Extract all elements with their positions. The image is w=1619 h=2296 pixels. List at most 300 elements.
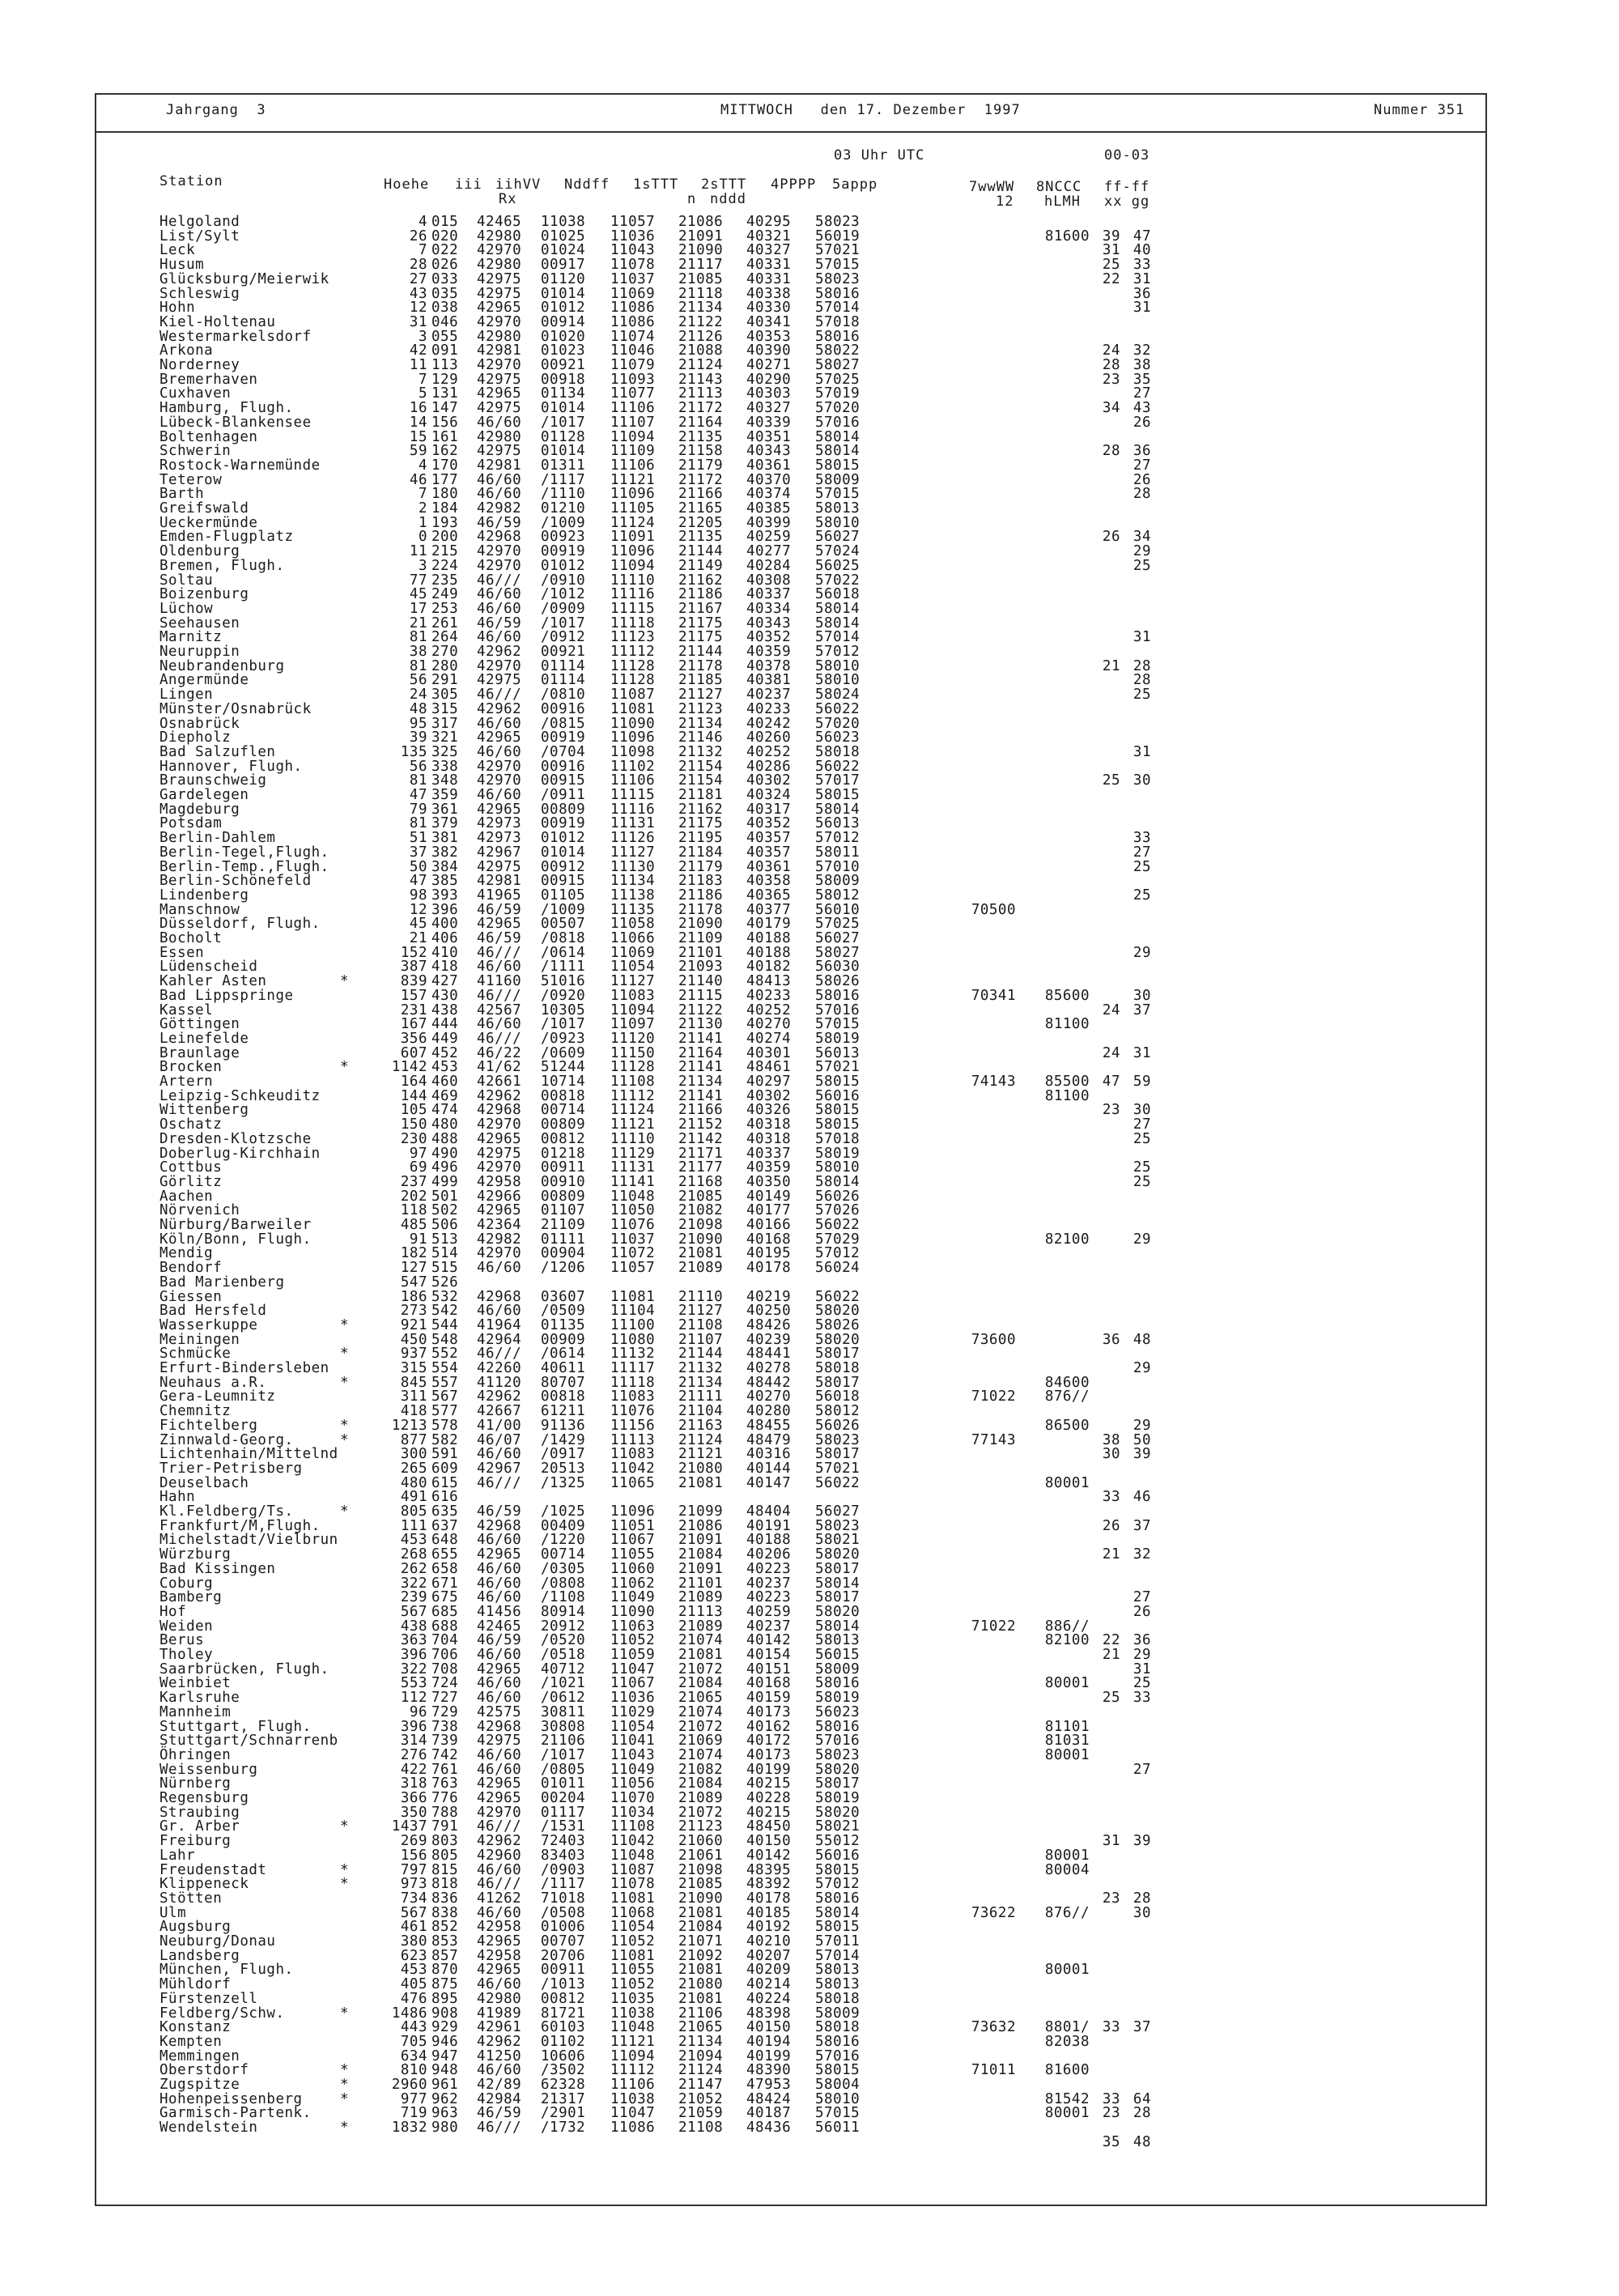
cell-p5: 56018 xyxy=(815,1388,860,1405)
cell-nddff: 01024 xyxy=(541,242,586,259)
cell-station: Münster/Osnabrück xyxy=(159,700,312,717)
cell-ff2: 39 xyxy=(1132,1446,1151,1463)
cell-station: Feldberg/Schw. xyxy=(159,2005,285,2022)
cell-p5: 58015 xyxy=(815,1861,860,1878)
cell-nddff: /0815 xyxy=(541,715,586,732)
cell-hoehe: 461 xyxy=(400,1919,427,1936)
cell-ff2: 26 xyxy=(1132,1603,1151,1620)
cell-nddff: /1111 xyxy=(541,959,586,976)
cell-t1: 11068 xyxy=(610,1904,656,1921)
cell-nddff: 20513 xyxy=(541,1460,586,1477)
cell-hoehe: 112 xyxy=(400,1690,427,1707)
cell-p4: 40370 xyxy=(746,471,792,488)
cell-marker: * xyxy=(340,1346,350,1363)
cell-p4: 48441 xyxy=(746,1346,792,1363)
cell-ihvv: 42965 xyxy=(477,1130,522,1147)
cell-station: Oschatz xyxy=(159,1116,223,1133)
cell-t2: 21099 xyxy=(678,1503,724,1520)
cell-ff1: 35 xyxy=(1102,2133,1120,2150)
cell-p4: 40233 xyxy=(746,700,792,717)
cell-nddff: 00923 xyxy=(541,529,586,546)
cell-t1: 11078 xyxy=(610,257,656,274)
cell-ncc: 81600 xyxy=(1044,2062,1090,2079)
cell-nddff: 21109 xyxy=(541,1217,586,1233)
cell-station: Oberstdorf xyxy=(159,2062,249,2079)
cell-nddff: /0509 xyxy=(541,1303,586,1320)
cell-ihvv: 42958 xyxy=(477,1173,522,1190)
cell-nddff: /0609 xyxy=(541,1044,586,1061)
cell-ff2: 27 xyxy=(1132,385,1151,402)
cell-ihvv: 42970 xyxy=(477,1116,522,1133)
cell-station: Mannheim xyxy=(159,1703,232,1720)
cell-nddff: 00919 xyxy=(541,729,586,746)
cell-p5: 57012 xyxy=(815,1245,860,1262)
cell-iii: 805 xyxy=(431,1847,459,1864)
cell-station: Berlin-Temp.,Flugh. xyxy=(159,858,329,875)
cell-t2: 21085 xyxy=(678,1876,724,1893)
cell-ihvv: 46/59 xyxy=(477,614,522,631)
cell-ihvv: 42982 xyxy=(477,1231,522,1248)
cell-station: Berlin-Dahlem xyxy=(159,830,276,847)
cell-p4: 40188 xyxy=(746,944,792,961)
cell-hoehe: 186 xyxy=(400,1288,427,1305)
cell-iii: 675 xyxy=(431,1589,459,1606)
cell-ihvv: 42965 xyxy=(477,1775,522,1792)
cell-nddff: 01025 xyxy=(541,227,586,244)
cell-ihvv: 41456 xyxy=(477,1603,522,1620)
cell-t2: 21081 xyxy=(678,1474,724,1491)
cell-p4: 40399 xyxy=(746,514,792,531)
cell-ihvv: 42958 xyxy=(477,1947,522,1964)
cell-t1: 11116 xyxy=(610,801,656,818)
cell-nddff: 01135 xyxy=(541,1316,586,1333)
cell-p5: 56023 xyxy=(815,729,860,746)
cell-p5: 56024 xyxy=(815,1260,860,1277)
table-row xyxy=(0,1992,1214,2007)
cell-ff2: 29 xyxy=(1132,944,1151,961)
cell-ihvv: 46/// xyxy=(477,687,522,704)
cell-p4: 40337 xyxy=(746,1145,792,1162)
cell-ff1: 23 xyxy=(1102,2105,1120,2122)
cell-nddff: 40611 xyxy=(541,1360,586,1376)
cell-p5: 58023 xyxy=(815,1431,860,1448)
cell-t2: 21168 xyxy=(678,1173,724,1190)
cell-iii: 803 xyxy=(431,1833,459,1850)
cell-hoehe: 315 xyxy=(400,1360,427,1376)
cell-station: Teterow xyxy=(159,471,223,488)
cell-ff2: 31 xyxy=(1132,1044,1151,1061)
cell-p5: 57016 xyxy=(815,414,860,431)
cell-p5: 58016 xyxy=(815,1675,860,1692)
cell-nddff: 00809 xyxy=(541,1188,586,1205)
cell-hoehe: 491 xyxy=(400,1489,427,1506)
cell-iii: 908 xyxy=(431,2005,459,2022)
cell-nddff: 03607 xyxy=(541,1288,586,1305)
cell-t2: 21184 xyxy=(678,844,724,861)
cell-t2: 21085 xyxy=(678,270,724,287)
cell-p5: 57014 xyxy=(815,629,860,646)
cell-hoehe: 476 xyxy=(400,1990,427,2007)
cell-station: Frankfurt/M,Flugh. xyxy=(159,1517,321,1534)
cell-ihvv: 46/07 xyxy=(477,1431,522,1448)
cell-p4: 40239 xyxy=(746,1331,792,1348)
cell-t1: 11107 xyxy=(610,414,656,431)
cell-p5: 57025 xyxy=(815,916,860,933)
cell-p4: 40334 xyxy=(746,600,792,617)
cell-iii: 235 xyxy=(431,572,459,589)
cell-p5: 57015 xyxy=(815,1016,860,1033)
cell-p4: 40357 xyxy=(746,844,792,861)
cell-p4: 40321 xyxy=(746,227,792,244)
cell-marker: * xyxy=(340,2062,350,2079)
cell-nddff: 00204 xyxy=(541,1790,586,1806)
cell-marker: * xyxy=(340,1818,350,1835)
cell-t2: 21205 xyxy=(678,514,724,531)
cell-ihvv: 42364 xyxy=(477,1217,522,1233)
cell-p4: 40182 xyxy=(746,959,792,976)
cell-t2: 21152 xyxy=(678,1116,724,1133)
cell-nddff: /1012 xyxy=(541,586,586,603)
cell-ihvv: 42962 xyxy=(477,644,522,660)
cell-hoehe: 127 xyxy=(400,1260,427,1277)
cell-nddff: 00809 xyxy=(541,801,586,818)
cell-p4: 40224 xyxy=(746,1990,792,2007)
cell-p4: 40302 xyxy=(746,1087,792,1104)
cell-iii: 544 xyxy=(431,1316,459,1333)
cell-ihvv: 42965 xyxy=(477,1546,522,1563)
cell-ihvv: 46/60 xyxy=(477,1575,522,1592)
cell-nddff: 00409 xyxy=(541,1517,586,1534)
cell-t1: 11048 xyxy=(610,1188,656,1205)
cell-station: Nürnberg xyxy=(159,1775,232,1792)
cell-p4: 40316 xyxy=(746,1446,792,1463)
cell-t2: 21178 xyxy=(678,657,724,674)
cell-t1: 11047 xyxy=(610,1660,656,1677)
cell-hoehe: 81 xyxy=(409,657,427,674)
cell-ncc: 80001 xyxy=(1044,2105,1090,2122)
cell-t2: 21124 xyxy=(678,357,724,373)
cell-p5: 58014 xyxy=(815,428,860,445)
cell-station: Augsburg xyxy=(159,1919,232,1936)
cell-station: Boltenhagen xyxy=(159,428,258,445)
cell-t1: 11127 xyxy=(610,973,656,990)
cell-hoehe: 623 xyxy=(400,1947,427,1964)
cell-station: Soltau xyxy=(159,572,214,589)
cell-hoehe: 5 xyxy=(418,385,427,402)
cell-hoehe: 3 xyxy=(418,328,427,345)
cell-ff2: 48 xyxy=(1132,1331,1151,1348)
cell-p5: 58015 xyxy=(815,457,860,474)
cell-p5: 58011 xyxy=(815,844,860,861)
cell-t2: 21081 xyxy=(678,1962,724,1979)
cell-iii: 381 xyxy=(431,830,459,847)
cell-t1: 11087 xyxy=(610,687,656,704)
cell-ff2: 27 xyxy=(1132,1589,1151,1606)
cell-hoehe: 17 xyxy=(409,600,427,617)
cell-nddff: 00915 xyxy=(541,873,586,890)
cell-p4: 40178 xyxy=(746,1260,792,1277)
cell-iii: 270 xyxy=(431,644,459,660)
cell-t1: 11041 xyxy=(610,1733,656,1750)
cell-iii: 791 xyxy=(431,1818,459,1835)
cell-p5: 57016 xyxy=(815,1001,860,1018)
cell-ihvv: 46/60 xyxy=(477,1589,522,1606)
cell-hoehe: 453 xyxy=(400,1962,427,1979)
cell-t1: 11083 xyxy=(610,1388,656,1405)
cell-p5: 56016 xyxy=(815,1847,860,1864)
cell-p5: 56013 xyxy=(815,1044,860,1061)
cell-t1: 11086 xyxy=(610,313,656,330)
cell-station: Potsdam xyxy=(159,815,223,832)
cell-p5: 58017 xyxy=(815,1560,860,1577)
cell-t1: 11131 xyxy=(610,1159,656,1176)
cell-iii: 761 xyxy=(431,1761,459,1778)
cell-station: Bremen, Flugh. xyxy=(159,557,285,574)
cell-hoehe: 977 xyxy=(400,2090,427,2107)
cell-hoehe: 438 xyxy=(400,1618,427,1635)
cell-iii: 655 xyxy=(431,1546,459,1563)
cell-hoehe: 7 xyxy=(418,242,427,259)
cell-p5: 58027 xyxy=(815,357,860,373)
cell-p4: 40259 xyxy=(746,529,792,546)
cell-t1: 11141 xyxy=(610,1173,656,1190)
cell-iii: 836 xyxy=(431,1890,459,1907)
cell-t1: 11106 xyxy=(610,457,656,474)
cell-ncc: 80001 xyxy=(1044,1847,1090,1864)
cell-p5: 56018 xyxy=(815,586,860,603)
cell-t2: 21134 xyxy=(678,300,724,317)
cell-ihvv: 41250 xyxy=(477,2047,522,2064)
cell-ihvv: 42965 xyxy=(477,729,522,746)
cell-p4: 40191 xyxy=(746,1517,792,1534)
cell-ff2: 33 xyxy=(1132,830,1151,847)
cell-nddff: 10714 xyxy=(541,1074,586,1090)
cell-p4: 40308 xyxy=(746,572,792,589)
col-station: Station xyxy=(159,173,223,189)
cell-hoehe: 480 xyxy=(400,1474,427,1491)
cell-p5: 58010 xyxy=(815,514,860,531)
cell-ihvv: 42962 xyxy=(477,1087,522,1104)
cell-station: Arkona xyxy=(159,342,214,359)
cell-t2: 21126 xyxy=(678,328,724,345)
cell-hoehe: 144 xyxy=(400,1087,427,1104)
cell-t2: 21171 xyxy=(678,1145,724,1162)
table-row xyxy=(0,1316,1214,1333)
cell-station: Landsberg xyxy=(159,1947,240,1964)
cell-p5: 58016 xyxy=(815,1890,860,1907)
cell-t1: 11100 xyxy=(610,1316,656,1333)
cell-nddff: 00912 xyxy=(541,858,586,875)
time-label: 03 Uhr UTC xyxy=(834,147,925,164)
cell-ff2: 28 xyxy=(1132,657,1151,674)
cell-station: Bremerhaven xyxy=(159,371,258,388)
cell-t1: 11043 xyxy=(610,242,656,259)
table-row xyxy=(0,416,1214,431)
cell-nddff: 00918 xyxy=(541,371,586,388)
cell-nddff: /0518 xyxy=(541,1647,586,1663)
cell-station: Trier-Petrisberg xyxy=(159,1460,303,1477)
cell-ff2: 29 xyxy=(1132,1647,1151,1663)
cell-t1: 11038 xyxy=(610,2090,656,2107)
cell-hoehe: 167 xyxy=(400,1016,427,1033)
cell-ihvv: 42968 xyxy=(477,1718,522,1735)
cell-p4: 40237 xyxy=(746,1575,792,1592)
cell-t1: 11052 xyxy=(610,1976,656,1993)
cell-iii: 708 xyxy=(431,1660,459,1677)
cell-ff2: 31 xyxy=(1132,300,1151,317)
cell-t1: 11121 xyxy=(610,2033,656,2050)
cell-iii: 184 xyxy=(431,500,459,517)
cell-ihvv: 41160 xyxy=(477,973,522,990)
cell-p4: 40206 xyxy=(746,1546,792,1563)
cell-station: Freiburg xyxy=(159,1833,232,1850)
cell-p5: 58009 xyxy=(815,873,860,890)
cell-p4: 40142 xyxy=(746,1847,792,1864)
cell-station: Nörvenich xyxy=(159,1202,240,1219)
cell-marker: * xyxy=(340,2005,350,2022)
cell-hoehe: 3 xyxy=(418,557,427,574)
cell-t1: 11062 xyxy=(610,1575,656,1592)
cell-station: Neubrandenburg xyxy=(159,657,285,674)
cell-p4: 40286 xyxy=(746,758,792,775)
cell-hoehe: 56 xyxy=(409,758,427,775)
cell-hoehe: 567 xyxy=(400,1603,427,1620)
cell-nddff: 00714 xyxy=(541,1546,586,1563)
cell-ff1: 26 xyxy=(1102,1517,1120,1534)
cell-p4: 40361 xyxy=(746,457,792,474)
cell-nddff: 01111 xyxy=(541,1231,586,1248)
cell-station: Hahn xyxy=(159,1489,196,1506)
cell-station: Lichtenhain/Mittelnd xyxy=(159,1446,338,1463)
cell-iii: 582 xyxy=(431,1431,459,1448)
cell-nddff: /0805 xyxy=(541,1761,586,1778)
cell-station: Neuburg/Donau xyxy=(159,1933,276,1949)
cell-ff1: 21 xyxy=(1102,1647,1120,1663)
cell-iii: 261 xyxy=(431,614,459,631)
cell-hoehe: 845 xyxy=(400,1374,427,1391)
cell-iii: 315 xyxy=(431,700,459,717)
cell-ff2: 37 xyxy=(1132,2019,1151,2036)
cell-ihvv: 46/// xyxy=(477,1818,522,1835)
cell-nddff: /0614 xyxy=(541,1346,586,1363)
cell-p4: 48450 xyxy=(746,1818,792,1835)
cell-iii: 147 xyxy=(431,400,459,417)
cell-p4: 40168 xyxy=(746,1675,792,1692)
cell-station: Gera-Leumnitz xyxy=(159,1388,276,1405)
cell-iii: 055 xyxy=(431,328,459,345)
cell-p4: 40147 xyxy=(746,1474,792,1491)
cell-t2: 21108 xyxy=(678,1316,724,1333)
cell-nddff: /0917 xyxy=(541,1446,586,1463)
cell-hoehe: 14 xyxy=(409,414,427,431)
cell-p5: 57010 xyxy=(815,858,860,875)
cell-nddff: 01114 xyxy=(541,657,586,674)
cell-t1: 11048 xyxy=(610,1847,656,1864)
cell-p4: 40359 xyxy=(746,644,792,660)
col-t2-sub: nddd xyxy=(710,191,746,207)
cell-hoehe: 719 xyxy=(400,2105,427,2122)
cell-hoehe: 265 xyxy=(400,1460,427,1477)
cell-p5: 58014 xyxy=(815,1618,860,1635)
cell-ff2: 28 xyxy=(1132,486,1151,503)
cell-station: Wendelstein xyxy=(159,2120,258,2137)
cell-p4: 40188 xyxy=(746,1532,792,1549)
cell-p5: 58012 xyxy=(815,887,860,904)
cell-hoehe: 77 xyxy=(409,572,427,589)
cell-p4: 40194 xyxy=(746,2033,792,2050)
cell-iii: 410 xyxy=(431,944,459,961)
cell-p5: 57015 xyxy=(815,486,860,503)
cell-iii: 038 xyxy=(431,300,459,317)
cell-ihvv: 46/59 xyxy=(477,1503,522,1520)
cell-ff2: 36 xyxy=(1132,1632,1151,1649)
cell-ihvv: 46/60 xyxy=(477,1446,522,1463)
cell-p4: 40178 xyxy=(746,1890,792,1907)
cell-p4: 40365 xyxy=(746,887,792,904)
cell-p5: 57018 xyxy=(815,1130,860,1147)
cell-iii: 513 xyxy=(431,1231,459,1248)
cell-t2: 21146 xyxy=(678,729,724,746)
cell-p5: 58017 xyxy=(815,1589,860,1606)
cell-t2: 21080 xyxy=(678,1976,724,1993)
cell-hoehe: 47 xyxy=(409,873,427,890)
cell-station: Essen xyxy=(159,944,205,961)
cell-ihvv: 46/60 xyxy=(477,1976,522,1993)
cell-hoehe: 79 xyxy=(409,801,427,818)
cell-ff1: 31 xyxy=(1102,242,1120,259)
cell-iii: 452 xyxy=(431,1044,459,1061)
cell-p5: 58014 xyxy=(815,614,860,631)
cell-hoehe: 2960 xyxy=(391,2077,427,2093)
cell-nddff: 00714 xyxy=(541,1102,586,1119)
cell-station: Leck xyxy=(159,242,196,259)
cell-p5: 57015 xyxy=(815,2105,860,2122)
cell-t1: 11051 xyxy=(610,1517,656,1534)
cell-hoehe: 59 xyxy=(409,443,427,460)
cell-station: Boizenburg xyxy=(159,586,249,603)
cell-t1: 11054 xyxy=(610,959,656,976)
cell-marker: * xyxy=(340,1316,350,1333)
cell-t1: 11052 xyxy=(610,1632,656,1649)
cell-ihvv: 42975 xyxy=(477,672,522,689)
cell-t2: 21162 xyxy=(678,801,724,818)
jahrgang-label: Jahrgang 3 xyxy=(166,102,266,118)
cell-station: Weissenburg xyxy=(159,1761,258,1778)
cell-nddff: 81721 xyxy=(541,2005,586,2022)
cell-t2: 21059 xyxy=(678,2105,724,2122)
cell-station: Marnitz xyxy=(159,629,223,646)
cell-ihvv: 42970 xyxy=(477,557,522,574)
cell-ff2: 31 xyxy=(1132,743,1151,760)
cell-t2: 21082 xyxy=(678,1202,724,1219)
cell-nddff: 40712 xyxy=(541,1660,586,1677)
cell-nddff: 01210 xyxy=(541,500,586,517)
cell-nddff: /1117 xyxy=(541,471,586,488)
cell-hoehe: 322 xyxy=(400,1660,427,1677)
cell-t2: 21135 xyxy=(678,428,724,445)
cell-ff2: 29 xyxy=(1132,1417,1151,1434)
cell-nddff: 00917 xyxy=(541,257,586,274)
cell-t2: 21127 xyxy=(678,687,724,704)
cell-p4: 40330 xyxy=(746,300,792,317)
cell-p4: 40233 xyxy=(746,987,792,1004)
cell-t1: 11036 xyxy=(610,1690,656,1707)
cell-nddff: 00818 xyxy=(541,1388,586,1405)
cell-ff1: 34 xyxy=(1102,400,1120,417)
cell-ncc: 80004 xyxy=(1044,1861,1090,1878)
cell-iii: 609 xyxy=(431,1460,459,1477)
cell-iii: 688 xyxy=(431,1618,459,1635)
